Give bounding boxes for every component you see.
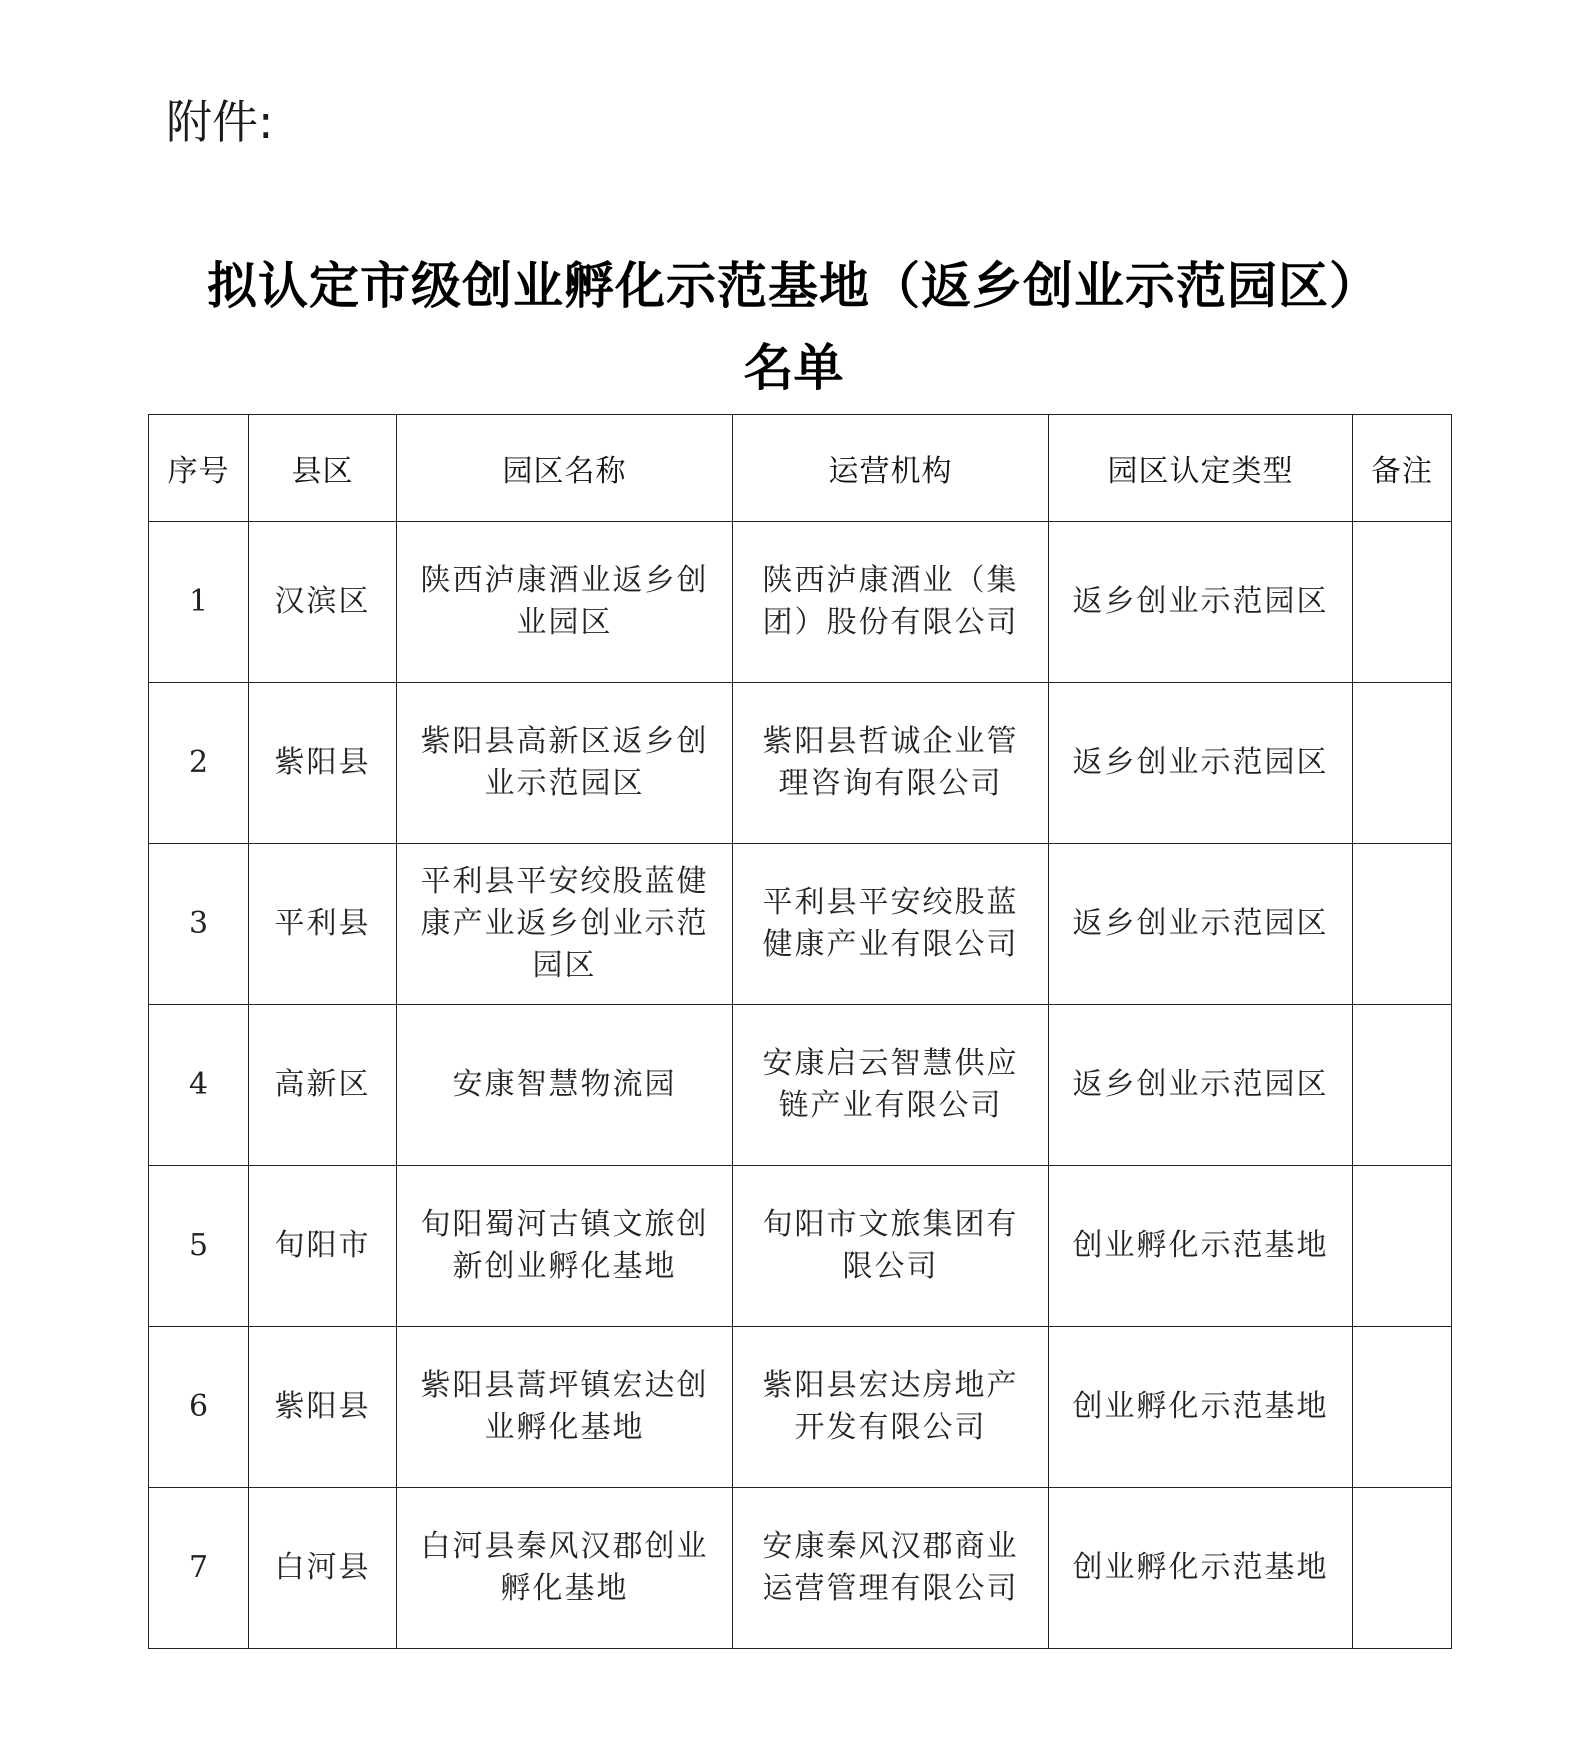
cell-index: 3	[149, 844, 249, 1005]
table-header-row	[149, 415, 1452, 522]
cell-remark	[1353, 844, 1452, 1005]
cell-type: 创业孵化示范基地	[1049, 1488, 1353, 1649]
attachment-label: 附件:	[166, 95, 274, 149]
cell-index: 6	[149, 1327, 249, 1488]
header-park-name: 园区名称	[397, 415, 733, 522]
cell-remark	[1353, 1005, 1452, 1166]
cell-operator: 陕西泸康酒业（集团）股份有限公司	[733, 522, 1049, 683]
cell-county: 旬阳市	[249, 1166, 397, 1327]
table-row	[149, 1488, 1452, 1649]
document-title: 拟认定市级创业孵化示范基地（返乡创业示范园区）	[207, 257, 1380, 315]
roster-table	[148, 414, 1452, 1649]
cell-operator: 紫阳县哲诚企业管理咨询有限公司	[733, 683, 1049, 844]
cell-park-name: 白河县秦风汉郡创业孵化基地	[397, 1488, 733, 1649]
cell-park-name: 安康智慧物流园	[397, 1005, 733, 1166]
cell-park-name: 平利县平安绞股蓝健康产业返乡创业示范园区	[397, 844, 733, 1005]
cell-index: 5	[149, 1166, 249, 1327]
table-row	[149, 1327, 1452, 1488]
cell-operator: 紫阳县宏达房地产开发有限公司	[733, 1327, 1049, 1488]
table-row	[149, 683, 1452, 844]
cell-remark	[1353, 683, 1452, 844]
table-row	[149, 1005, 1452, 1166]
header-type: 园区认定类型	[1049, 415, 1353, 522]
cell-type: 返乡创业示范园区	[1049, 844, 1353, 1005]
cell-park-name: 旬阳蜀河古镇文旅创新创业孵化基地	[397, 1166, 733, 1327]
cell-operator: 旬阳市文旅集团有限公司	[733, 1166, 1049, 1327]
cell-remark	[1353, 1327, 1452, 1488]
header-index: 序号	[149, 415, 249, 522]
cell-operator: 平利县平安绞股蓝健康产业有限公司	[733, 844, 1049, 1005]
header-operator: 运营机构	[733, 415, 1049, 522]
cell-type: 返乡创业示范园区	[1049, 1005, 1353, 1166]
cell-index: 1	[149, 522, 249, 683]
header-county: 县区	[249, 415, 397, 522]
cell-park-name: 紫阳县高新区返乡创业示范园区	[397, 683, 733, 844]
cell-operator: 安康秦风汉郡商业运营管理有限公司	[733, 1488, 1049, 1649]
table-row	[149, 1166, 1452, 1327]
cell-type: 返乡创业示范园区	[1049, 522, 1353, 683]
cell-type: 创业孵化示范基地	[1049, 1166, 1353, 1327]
cell-type: 创业孵化示范基地	[1049, 1327, 1353, 1488]
cell-type: 返乡创业示范园区	[1049, 683, 1353, 844]
cell-park-name: 陕西泸康酒业返乡创业园区	[397, 522, 733, 683]
document-title-second-line: 名单	[743, 339, 844, 397]
table-row	[149, 522, 1452, 683]
header-remark: 备注	[1353, 415, 1452, 522]
cell-index: 7	[149, 1488, 249, 1649]
cell-county: 紫阳县	[249, 683, 397, 844]
cell-remark	[1353, 1488, 1452, 1649]
cell-county: 白河县	[249, 1488, 397, 1649]
cell-county: 汉滨区	[249, 522, 397, 683]
cell-county: 紫阳县	[249, 1327, 397, 1488]
table-row	[149, 844, 1452, 1005]
cell-operator: 安康启云智慧供应链产业有限公司	[733, 1005, 1049, 1166]
cell-index: 4	[149, 1005, 249, 1166]
cell-index: 2	[149, 683, 249, 844]
cell-park-name: 紫阳县蒿坪镇宏达创业孵化基地	[397, 1327, 733, 1488]
cell-county: 高新区	[249, 1005, 397, 1166]
cell-remark	[1353, 1166, 1452, 1327]
cell-remark	[1353, 522, 1452, 683]
cell-county: 平利县	[249, 844, 397, 1005]
